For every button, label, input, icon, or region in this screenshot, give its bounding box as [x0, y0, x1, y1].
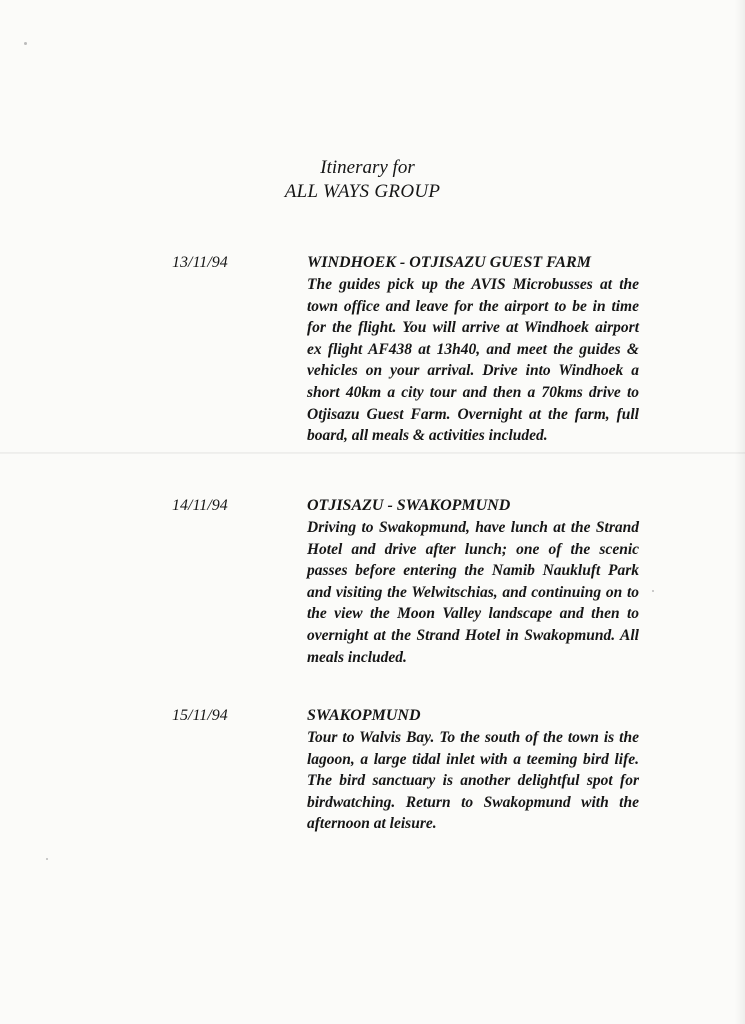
paper-fold-line [0, 452, 745, 454]
document-title [0, 156, 745, 204]
paper-speck [652, 590, 654, 592]
paper-speck [24, 42, 27, 45]
day-date: 13/11/94 [172, 254, 228, 271]
day-heading: OTJISAZU - SWAKOPMUND [307, 497, 511, 514]
day-description: The guides pick up the AVIS Microbusses at the town office and leave for the airport to be in time for the flight. You will arrive at Windhoek airport ex flight AF438 at 13h40, and meet the guides & vehicles on your arrival. Drive into Windhoek a short 40km a city tour and then a 70kms drive to Otjisazu Guest Farm. Overnight at the farm, full board, all meals & activities included. [307, 276, 639, 445]
day-content [307, 495, 639, 668]
title-line-1: Itinerary for [320, 157, 415, 178]
title-line-2: ALL WAYS GROUP [284, 181, 441, 202]
day-content [307, 705, 639, 835]
day-date: 15/11/94 [172, 707, 228, 724]
day-description: Driving to Swakopmund, have lunch at the Strand Hotel and drive after lunch; one of the scenic passes before entering the Namib Naukluft Park and visiting the Welwitschias, and continuing on to the view the Moon Valley landscape and then to overnight at the Strand Hotel in Swakopmund. All meals included. [307, 519, 639, 666]
day-heading: WINDHOEK - OTJISAZU GUEST FARM [307, 254, 591, 271]
paper-edge-shadow [735, 0, 745, 1024]
day-description: Tour to Walvis Bay. To the south of the town is the lagoon, a large tidal inlet with a teeming bird life. The bird sanctuary is another delightful spot for birdwatching. Return to Swakopmund with the afternoon at leisure. [307, 729, 639, 833]
day-date: 14/11/94 [172, 497, 228, 514]
day-content [307, 252, 639, 447]
paper-speck [46, 858, 48, 860]
day-heading: SWAKOPMUND [307, 707, 421, 724]
